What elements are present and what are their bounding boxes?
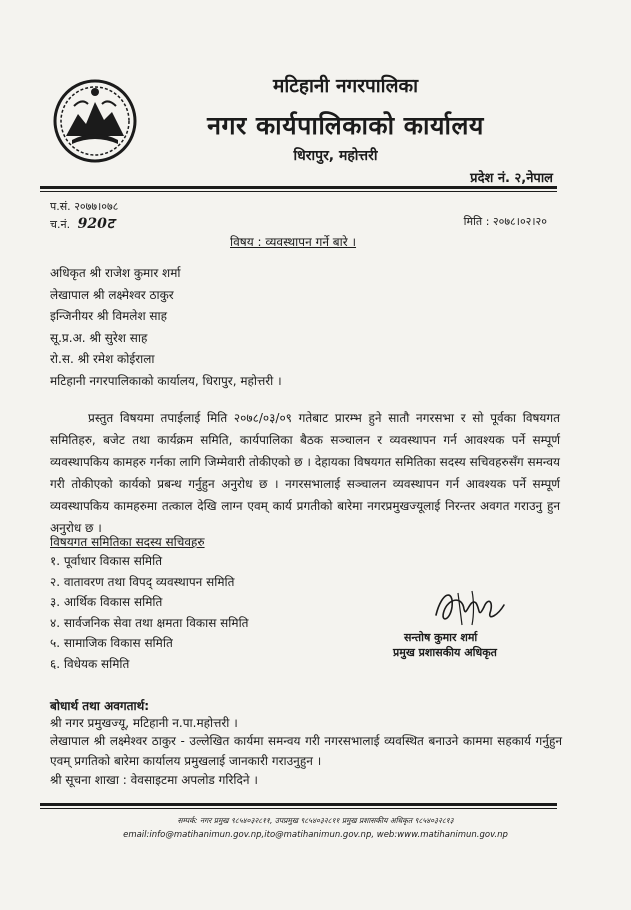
list-item: २. वातावरण तथा विपद् व्यवस्थापन समिति <box>50 574 235 589</box>
recipient-line: मटिहानी नगरपालिकाको कार्यालय, धिरापुर, महोत्तरी । <box>50 373 282 388</box>
recipient-line: लेखापाल श्री लक्ष्मेश्वर ठाकुर <box>50 287 174 302</box>
office-location: धिरापुर, महोत्तरी <box>293 148 378 164</box>
cc-line: श्री नगर प्रमुखज्यू, मटिहानी न.पा.महोत्तरी । <box>50 716 238 730</box>
letter-body: प्रस्तुत विषयमा तपाईलाई मिति २०७८/०३/०९ गतेबाट प्रारम्भ हुने सातौ नगरसभा र सो पूर्वका विषयगत समितिहरु, बजेट तथा कार्यक्रम समिति, कार्यपालिका बैठक सञ्चालन र व्यवस्थापन गर्न आवश्यक पर्ने सम्पूर्ण व्यवस्थापकिय कामहरु गर्नका लागि जिम्मेवारी तोकीएको छ । देहायका विषयगत समितिका सदस्य सचिवहरुसँग समन्वय गरी तोकीएको कार्यको प्रबन्ध गर्नुहुन अनुरोध छ । नगरसभालाई सञ्चालन व्यवस्थापन गर्न आवश्यक पर्ने सम्पूर्ण व्यवस्थापकिय कामहरुमा तत्काल देखि लाग्न एवम् कार्य प्रगतीको बारेमा नगरप्रमुखज्यूलाई निरन्तर अवगत गराउनु हुन अनुरोध छ । <box>50 411 560 535</box>
recipient-list <box>50 263 282 392</box>
list-item: ४. सार्वजनिक सेवा तथा क्षमता विकास समिति <box>50 615 249 630</box>
cc-heading: बोधार्थ तथा अवगतार्थ: <box>50 699 150 713</box>
letter-date: मिति : २०७८।०२।२० <box>463 215 547 228</box>
footer-phone-numbers: सम्पर्क: नगर प्रमुख ९८५४०३२८११, उपप्रमुख ९८५४०३२८११ प्रमुख प्रशासकीय अधिकृत ९८५४०३२८१३ <box>177 816 454 825</box>
dispatch-number-value: 920ट <box>77 216 114 232</box>
recipient-line: अधिकृत श्री राजेश कुमार शर्मा <box>50 266 181 280</box>
handwritten-signature <box>428 585 508 631</box>
reference-number <box>50 199 118 214</box>
cc-line: श्री सूचना शाखा : वेवसाइटमा अपलोड गरिदिने । <box>50 773 258 787</box>
letter-subject: विषय : व्यवस्थापन गर्ने बारे । <box>230 235 357 249</box>
recipient-line: इन्जिनीयर श्री विमलेश साह <box>50 309 168 323</box>
header-divider-thick <box>40 186 557 189</box>
cc-line: लेखापाल श्री लक्ष्मेश्वर ठाकुर - उल्लेखित कार्यमा समन्वय गरी नगरसभालाई व्यवस्थित बनाउने काममा सहकार्य गर्नुहुन एवम् प्रगतिको बारेमा कार्यालय प्रमुखलाई जानकारी गराउनुहुन । <box>50 734 562 768</box>
footer-divider-thin <box>40 808 557 809</box>
header-divider-thin <box>40 191 557 192</box>
signatory-name: सन्तोष कुमार शर्मा <box>404 631 478 644</box>
reference-number-value: २०७७।०७८ <box>74 200 119 213</box>
office-name: नगर कार्यपालिकाको कार्यालय <box>207 111 484 140</box>
list-item: ५. सामाजिक विकास समिति <box>50 636 173 650</box>
province-label: प्रदेश नं. २,नेपाल <box>470 171 553 186</box>
recipient-line: रो.स. श्री रमेश कोईराला <box>50 352 155 366</box>
committee-heading: विषयगत समितिका सदस्य सचिवहरु <box>50 535 205 549</box>
dispatch-number <box>50 214 114 233</box>
footer-contact: email:info@matihanimun.gov.np,ito@matihanimun.gov.np, web:www.matihanimun.gov.np <box>123 830 508 840</box>
list-item: ३. आर्थिक विकास समिति <box>50 595 163 609</box>
reference-number-label: प.सं. <box>50 200 71 213</box>
list-item: ६. विधेयक समिति <box>50 656 130 671</box>
dispatch-number-label: च.नं. <box>50 218 71 231</box>
footer-divider-thick <box>40 803 557 806</box>
signatory-title: प्रमुख प्रशासकीय अधिकृत <box>393 646 497 659</box>
municipality-name: मटिहानी नगरपालिका <box>273 75 418 97</box>
committee-list <box>50 551 249 674</box>
list-item: १. पूर्वाधार विकास समिति <box>50 554 163 568</box>
recipient-line: सू.प्र.अ. श्री सुरेश साह <box>50 330 148 345</box>
